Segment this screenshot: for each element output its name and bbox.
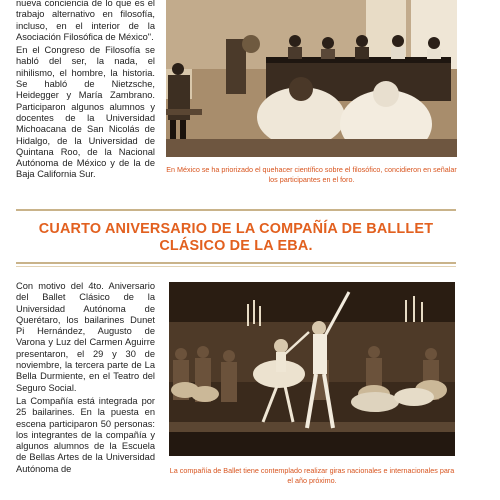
headline-divider-thin [16, 266, 456, 267]
headline-divider [16, 262, 456, 264]
top-divider [16, 209, 456, 211]
ballet-headline [16, 221, 456, 254]
top-article-text [16, 0, 155, 181]
congress-panel-photo [166, 0, 457, 157]
top-article-paragraph-2: En el Congreso de Filosofía se habló del ser, la nada, el nihilismo, el hombre, la historia. Se habló de Nietzsche, Heidegger y María Zambrano. Participaron algunos alumnos y docentes de la Universidad Michoacana de San Nicolás de Hidalgo, de la Universidad de Quintana Roo, de la Nacional Autónoma de México y de la de Baja California Sur. [16, 45, 155, 180]
ballet-performance-photo [169, 282, 455, 456]
ballet-article-paragraph-2: La Compañía está integrada por 25 bailarines. En la puesta en escena participaron 50 personas: los integrantes de la compañía y algunos alumnos de la Escuela de Bellas Artes de la Universidad Autónoma de [16, 395, 155, 474]
ballet-article-text [16, 281, 155, 475]
congress-photo-caption: En México se ha priorizado el quehacer científico sobre el filosófico, concidieron en señalar los participantes en el foro. [166, 165, 457, 184]
headline-line-2: CLÁSICO DE LA EBA. [159, 237, 313, 254]
headline-line-1: CUARTO ANIVERSARIO DE LA COMPAÑÍA DE BALLLET [38, 221, 434, 237]
ballet-photo-caption: La compañía de Ballet tiene contemplado realizar giras nacionales e internacionales para el año próximo. [169, 466, 455, 485]
ballet-article-paragraph-1: Con motivo del 4to. Aniversario del Ballet Clásico de la Universidad Autónoma de Querétaro, los bailarines Dunet Pi Hernández, Augusto de Varona y Luz del Carmen Aguirre presentaron, el 29 y 30 de noviembre, la tercera parte de La Bella Durmiente, en el Teatro del Seguro Social. [16, 281, 155, 393]
top-article-paragraph-1: nueva conciencia de lo que es el trabajo alternativo en filosofía, incluso, en el interior de la Asociación Filosófica de México". [16, 0, 155, 42]
